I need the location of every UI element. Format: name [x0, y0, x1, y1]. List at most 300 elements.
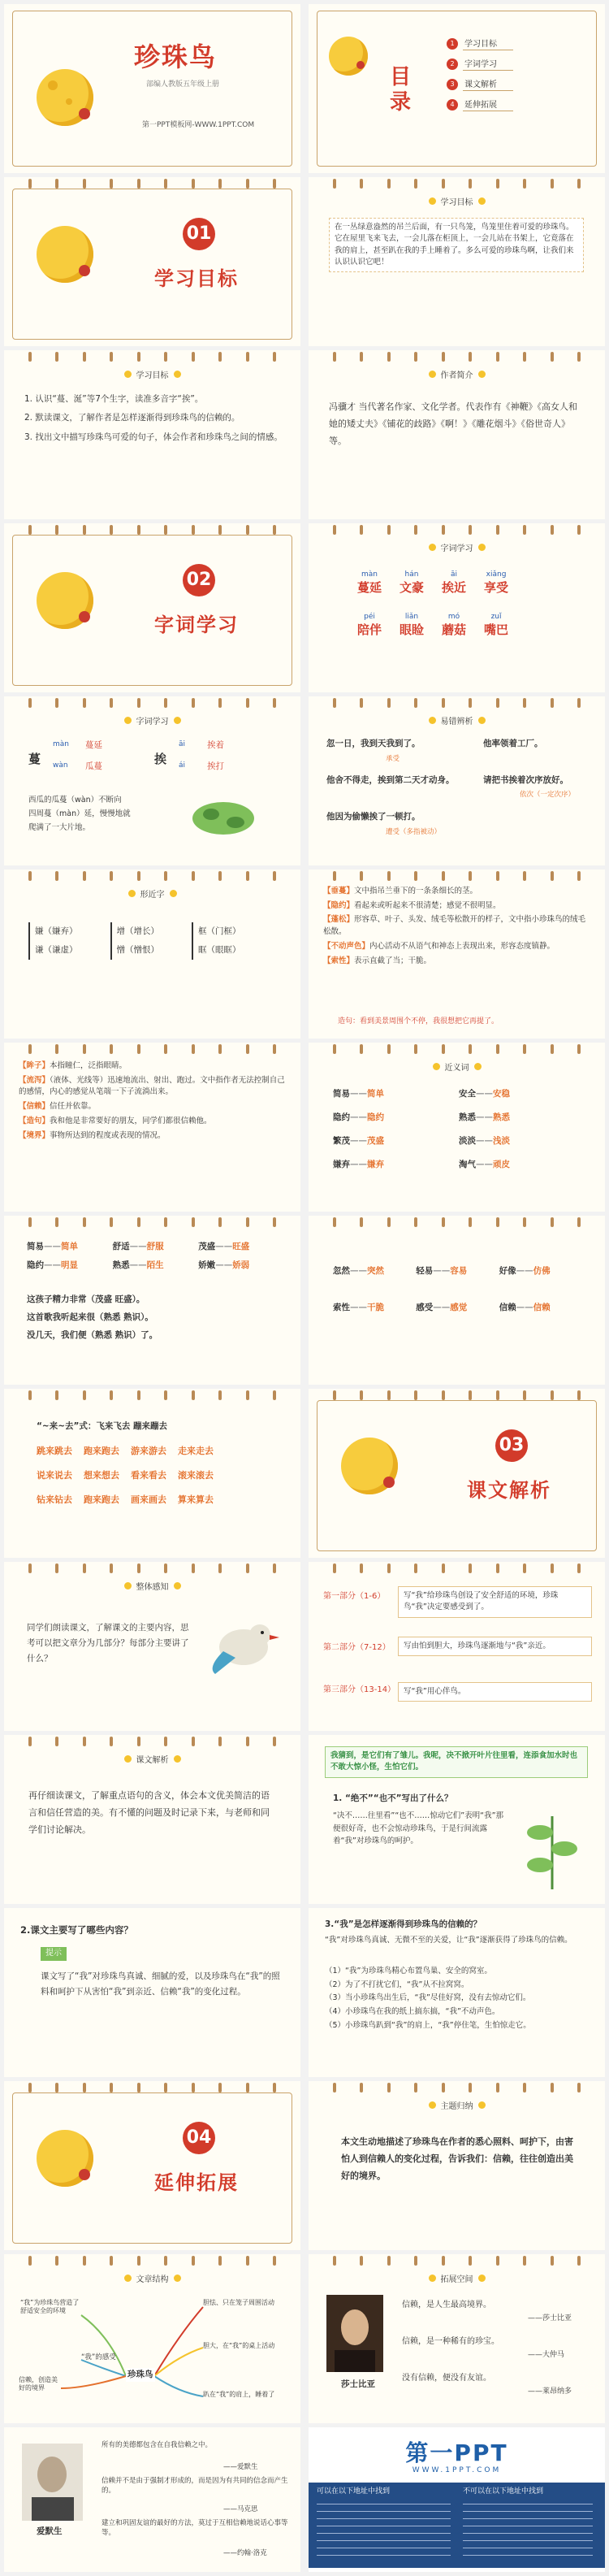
poly-pinyin: màn — [53, 740, 69, 748]
pair-word: 简易 — [333, 1089, 350, 1099]
abab-word: 算来算去 — [178, 1494, 214, 1505]
word-pair — [459, 1134, 585, 1147]
abab-title: “~来~去”式：飞来飞去 蹦来蹦去 — [37, 1421, 168, 1431]
word-text: 享受 — [484, 580, 509, 595]
slide-question3 — [309, 1908, 605, 2077]
cover-title: 珍珠鸟 — [134, 41, 218, 72]
pair-dash: —— — [350, 1112, 367, 1122]
word-item — [442, 570, 466, 596]
toc-label: 延伸拓展 — [463, 98, 513, 111]
mindmap-center: 珍珠鸟 — [126, 2368, 155, 2382]
section-number: 03 — [495, 1429, 528, 1462]
toc-label: 学习目标 — [463, 37, 513, 50]
cover-subtitle: 部编人教版五年级上册 — [146, 80, 220, 89]
explain-value: 表示直截了当；干脆。 — [354, 956, 432, 965]
hard-sentence: 请把书挨着次序放好。 — [483, 775, 568, 785]
slide-explain2 — [4, 1043, 300, 1212]
abab-word: 游来游去 — [131, 1446, 166, 1456]
pair-word: 隐约 — [333, 1112, 350, 1122]
explain-value: 内心活动不从语气和神态上表现出来，形容态度镇静。 — [369, 941, 555, 951]
word-pair — [113, 1259, 199, 1271]
toc-bullet: 2 — [447, 59, 458, 70]
pair-match: 干脆 — [367, 1303, 384, 1312]
bird-illustration — [203, 1611, 280, 1680]
similar-word: 憎（憎恨） — [116, 945, 159, 956]
pair-dash: —— — [129, 1242, 147, 1251]
pair-dash: —— — [516, 1266, 533, 1276]
pair-word: 信赖 — [499, 1303, 516, 1312]
pair-match: 简单 — [367, 1089, 384, 1099]
section-title: 字词学习 — [154, 614, 239, 636]
slide-goals — [4, 350, 300, 519]
slide-heading: 文章结构 — [136, 2275, 169, 2284]
slide-sec2 — [4, 523, 300, 692]
theme-text: 本文生动地描述了珍珠鸟在作者的悉心照料、呵护下，由害怕人到信赖人的变化过程，告诉我们：信赖，往往创造出美好的境界。 — [341, 2136, 573, 2181]
abab-word: 滚来滚去 — [178, 1470, 214, 1481]
goal-item: 1. 认识“蔓、涎”等7个生字，读准多音字“挨”。 — [24, 394, 204, 404]
word-item — [400, 613, 424, 638]
similar-pair — [28, 922, 78, 960]
slide-similar — [4, 870, 300, 1039]
promo-right-title: 不可以在以下地址中找到 — [463, 2487, 544, 2496]
pair-match: 旺盛 — [232, 1242, 250, 1251]
similar-word: 眶（眼眶） — [198, 945, 241, 956]
question-quote: 我猜到，是它们有了雏儿。我呢，决不掀开叶片往里看，连添食加水时也不敢大惊小怪，生怕它们。 — [325, 1746, 588, 1778]
mindmap-node: 趴在“我”的肩上，睡着了 — [203, 2391, 275, 2398]
toc-item[interactable] — [447, 57, 513, 71]
word-text: 嘴巴 — [484, 622, 509, 637]
hard-sentence: 他率领着工厂。 — [483, 739, 543, 748]
slide-heading: 字词学习 — [440, 544, 473, 553]
moon-illustration — [341, 1438, 398, 1494]
explain-item — [323, 886, 591, 898]
word-pinyin: hán — [404, 570, 419, 579]
author-text: 冯骥才 当代著名作家、文化学者。代表作有《神鞭》《高女人和她的矮丈夫》《铺花的歧路》《啊！》《雕花烟斗》《俗世奇人》等。 — [329, 401, 577, 446]
word-item — [357, 613, 382, 638]
abab-row — [37, 1468, 214, 1481]
word-pinyin: liǎn — [404, 613, 419, 621]
toc-label: 课文解析 — [463, 77, 513, 91]
explain-value: 本指瞳仁，泛指眼睛。 — [50, 1061, 127, 1070]
explain-item — [19, 1101, 287, 1113]
pair-dash: —— — [215, 1260, 233, 1270]
hard-tag: 依次（一定次序） — [520, 791, 576, 799]
abab-row — [37, 1493, 214, 1506]
answer-text: 课文写了“我”对珍珠鸟真诚、细腻的爱，以及珍珠鸟在“我”的照料和呵护下从害怕“我”到亲近、信赖“我”的变化过程。 — [41, 1971, 280, 1997]
word-pair — [198, 1240, 284, 1252]
word-pair — [459, 1158, 585, 1170]
word-pair — [333, 1301, 416, 1313]
pair-dash: —— — [350, 1160, 367, 1169]
word-pair — [499, 1301, 582, 1313]
poly-note: 西瓜的瓜蔓（wàn）不断向 — [28, 796, 122, 804]
pair-match: 容易 — [450, 1266, 468, 1276]
moon-illustration — [37, 226, 93, 283]
slide-heading: 课文解析 — [136, 1756, 169, 1765]
slide-analysis — [4, 1735, 300, 1904]
pair-dash: —— — [433, 1303, 451, 1312]
explain-item — [19, 1060, 287, 1073]
abab-row — [37, 1444, 214, 1457]
quote-text: 建立和巩固友谊的最好的方法，莫过于互相信赖地说话心事等等。 — [102, 2519, 288, 2538]
section-number: 01 — [183, 218, 215, 250]
explain-item — [19, 1130, 287, 1143]
pair-match: 安稳 — [493, 1089, 510, 1099]
toc-item[interactable] — [447, 77, 513, 91]
explain-item — [323, 956, 591, 968]
explain-value: 文中指吊兰垂下的一条条细长的茎。 — [354, 887, 478, 896]
explain-key: 【境界】 — [19, 1130, 50, 1140]
pair-match: 隐约 — [367, 1112, 384, 1122]
hard-sentence: 忽一日，我到天我到了。 — [326, 739, 421, 748]
portrait-shakespeare — [326, 2295, 383, 2372]
pair-match: 顽皮 — [493, 1160, 510, 1169]
quote-author: ——莱昂纳多 — [528, 2387, 572, 2396]
pair-word: 舒适 — [112, 1242, 130, 1251]
pair-dash: —— — [350, 1136, 367, 1146]
explain-value: 看起来或听起来不很清楚；感觉不很明显。 — [354, 900, 501, 910]
portrait-name: 莎士比亚 — [341, 2379, 375, 2389]
answer-item: （5）小珍珠鸟趴到“我”的肩上，“我”停住笔，生怕惊走它。 — [325, 2020, 531, 2030]
word-pair — [459, 1087, 585, 1099]
slide-toc — [309, 4, 605, 173]
abab-word: 想来想去 — [84, 1470, 119, 1481]
slide-heading: 拓展空间 — [440, 2275, 473, 2284]
words-row — [357, 570, 508, 596]
pair-match: 信赖 — [533, 1303, 551, 1312]
word-pair — [333, 1158, 459, 1170]
word-item — [357, 570, 382, 596]
slide-words — [309, 523, 605, 692]
pair-match: 陌生 — [146, 1260, 164, 1270]
section-number: 04 — [183, 2122, 215, 2154]
slide-word-pairs-2 — [309, 1216, 605, 1385]
word-text: 蘑菇 — [442, 622, 467, 637]
toc-bullet: 4 — [447, 99, 458, 111]
explain-value: （液体、光线等）迅速地流出、射出、跑过。文中指作者无法控制自己的感情，内心的感觉从笔端一下子流淌出来。 — [19, 1075, 285, 1097]
abab-grid — [37, 1444, 214, 1517]
quote-author: ——约翰·洛克 — [223, 2549, 267, 2557]
promo-link-list — [463, 2504, 593, 2561]
promo-logo: 第一PPT — [405, 2439, 508, 2466]
pair-match: 感觉 — [450, 1303, 468, 1312]
goal-item: 3. 找出文中描写珍珠鸟可爱的句子，体会作者和珍珠鸟之间的情感。 — [24, 432, 283, 442]
goals-list — [24, 392, 284, 449]
slide-heading: 近义词 — [444, 1064, 469, 1073]
toc-item[interactable] — [447, 98, 513, 111]
word-item — [484, 613, 508, 638]
slide-sec1 — [4, 177, 300, 346]
slide-heading: 字词学习 — [136, 718, 169, 726]
pair-dash: —— — [129, 1260, 147, 1270]
pair-dash: —— — [215, 1242, 233, 1251]
section-title: 学习目标 — [154, 267, 239, 290]
pair-word: 安全 — [459, 1089, 476, 1099]
toc-item[interactable] — [447, 37, 513, 50]
hard-tag: 承受 — [386, 755, 400, 763]
slide-question1 — [309, 1735, 605, 1904]
quote-text: 信赖，是一种稀有的珍宝。 — [402, 2337, 499, 2346]
word-pair — [113, 1240, 199, 1252]
hard-sentence: 他因为偷懒挨了一顿打。 — [326, 812, 421, 822]
toc-bullet: 1 — [447, 38, 458, 50]
word-item — [400, 570, 424, 596]
pair-word: 轻易 — [416, 1266, 434, 1276]
explain-key: 【隐约】 — [323, 900, 355, 910]
word-pinyin: mó — [447, 613, 460, 621]
pair-match: 突然 — [367, 1266, 384, 1276]
pair-sentence: 没几天，我们便（熟悉 熟识）了。 — [27, 1330, 158, 1340]
pair-dash: —— — [44, 1260, 61, 1270]
toc-label: 字词学习 — [463, 57, 513, 71]
moon-illustration — [37, 572, 93, 629]
mindmap-node: 胆怯、只在笼子周围活动 — [203, 2299, 274, 2306]
slide-heading: 整体感知 — [136, 1583, 169, 1592]
pair-word: 繁茂 — [333, 1136, 350, 1146]
explain-value: 我和他是非常要好的朋友，同学们都很信赖他。 — [50, 1116, 212, 1125]
pair-dash: —— — [433, 1266, 451, 1276]
word-pair — [198, 1259, 284, 1271]
pair-list — [333, 1264, 585, 1313]
slide-sec4 — [4, 2081, 300, 2250]
portrait-name: 爱默生 — [37, 2526, 63, 2536]
goal-item: 2. 默读课文，了解作者是怎样逐渐得到珍珠鸟的信赖的。 — [24, 413, 240, 423]
quote-text: 没有信赖，便没有友谊。 — [402, 2374, 491, 2383]
pair-dash: —— — [476, 1089, 493, 1099]
similar-pair — [192, 922, 241, 960]
section-title: 延伸拓展 — [154, 2171, 239, 2194]
explain-item — [19, 1075, 287, 1099]
quote-text: 信赖并不是由于强制才形成的，而是因为有共同的信念而产生的。 — [102, 2477, 288, 2496]
explain-item — [19, 1116, 287, 1128]
plant-illustration — [520, 1800, 585, 1889]
question-title: 3.“我”是怎样逐渐得到珍珠鸟的信赖的？ — [325, 1919, 482, 1929]
pair-word: 淘气 — [459, 1160, 476, 1169]
part-text: 写“我”用心伴鸟。 — [398, 1682, 592, 1702]
word-pair — [27, 1259, 113, 1271]
question-text: 1. “绝不”“也不”写出了什么？ — [333, 1793, 453, 1803]
abab-word: 走来走去 — [178, 1446, 214, 1456]
toc-title: 目录 — [390, 65, 412, 115]
word-pair — [459, 1111, 585, 1123]
pair-sentence: 这孩子精力非常（茂盛 旺盛）。 — [27, 1295, 145, 1304]
word-text: 蔓延 — [357, 580, 382, 595]
word-pair — [416, 1264, 499, 1277]
slide-overview — [4, 1562, 300, 1731]
pair-match: 明显 — [61, 1260, 78, 1270]
poly-note: 四周蔓（màn）延，慢慢地就 — [28, 809, 131, 818]
explain-key: 【眸子】 — [19, 1061, 50, 1070]
poly-word: 蔓延 — [85, 740, 102, 750]
explain-key: 【造句】 — [19, 1116, 50, 1125]
word-pair — [416, 1301, 499, 1313]
pair-word: 感受 — [416, 1303, 434, 1312]
word-item — [484, 570, 508, 596]
quote-text: 所有的美德都包含在自我信赖之中。 — [102, 2441, 213, 2449]
overview-text: 同学们朗读课文，了解课文的主要内容，思考可以把文章分为几部分？每部分主要讲了什么？ — [27, 1623, 189, 1663]
slide-synonyms — [309, 1043, 605, 1212]
slide-heading: 学习目标 — [440, 198, 473, 207]
abab-word: 画来画去 — [131, 1494, 166, 1505]
answer-item: （2）为了不打扰它们，“我”从不拉窝窝。 — [325, 1980, 469, 1989]
toc-list — [447, 37, 513, 118]
word-pinyin: xiǎng — [486, 570, 507, 579]
slide-heading: 易错辨析 — [440, 718, 473, 726]
word-pinyin: màn — [361, 570, 378, 579]
moon-illustration — [37, 69, 93, 126]
tip-badge: 提示 — [41, 1947, 67, 1961]
slide-structure — [4, 2254, 300, 2423]
explain-key: 【流泻】 — [19, 1075, 50, 1085]
word-text: 挨近 — [442, 580, 467, 595]
slide-sec3 — [309, 1389, 605, 1558]
word-pinyin: āi — [451, 570, 458, 579]
slide-extension — [309, 2254, 605, 2423]
hard-sentence: 他舍不得走，挨到第二天才动身。 — [326, 775, 455, 785]
similar-word: 增（增长） — [116, 926, 159, 936]
answer-item: （1）“我”为珍珠鸟精心布置鸟巢、安全的窝室。 — [325, 1967, 492, 1975]
explain-value: 信任并依靠。 — [50, 1102, 97, 1112]
answer-list — [325, 1965, 585, 2032]
mindmap-node: “我”的感受 — [81, 2353, 116, 2361]
word-pair — [333, 1111, 459, 1123]
pair-word: 熟悉 — [459, 1112, 476, 1122]
slide-heading: 形近字 — [140, 891, 165, 900]
pair-word: 茂盛 — [198, 1242, 216, 1251]
pair-word: 隐约 — [27, 1260, 44, 1270]
explain-list — [19, 1060, 287, 1144]
intro-text: 在一丛绿意盎然的吊兰后面，有一只鸟笼，鸟笼里住着可爱的珍珠鸟。它在屋里飞来飞去，一会儿落在柜顶上，一会儿站在书架上，它竟落在我的肩上，甚至趴在我的手上睡着了。多么可爱的珍珠鸟啊，让我们来认识认识它吧！ — [329, 218, 584, 272]
poly-char: 蔓 — [28, 752, 41, 766]
pair-dash: —— — [350, 1266, 367, 1276]
explain-key: 【索性】 — [323, 956, 355, 965]
explain-key: 【不动声色】 — [323, 941, 370, 951]
poly-char: 挨 — [154, 752, 167, 766]
slide-goal-intro — [309, 177, 605, 346]
promo-left-title: 可以在以下地址中找到 — [317, 2487, 391, 2496]
slide-parts — [309, 1562, 605, 1731]
slide-heading: 学习目标 — [136, 371, 169, 380]
abab-word: 钻来钻去 — [37, 1494, 72, 1505]
explain-item — [323, 914, 591, 938]
slide-confusing — [309, 696, 605, 865]
explain-value: 形容草、叶子、头发、绒毛等松散开的样子，文中指小珍珠鸟的绒毛松散。 — [323, 915, 586, 937]
pair-dash: —— — [350, 1303, 367, 1312]
pair-word: 索性 — [333, 1303, 350, 1312]
part-label: 第三部分（13-14） — [323, 1685, 396, 1694]
question-lead: “我”对珍珠鸟真诚、无微不至的关爱，让“我”逐渐获得了珍珠鸟的信赖。 — [325, 1936, 572, 1945]
pair-dash: —— — [44, 1242, 61, 1251]
portrait-emerson — [22, 2444, 83, 2521]
pair-word: 娇嫩 — [198, 1260, 216, 1270]
pair-match: 简单 — [61, 1242, 78, 1251]
mindmap-node: 胆大，在“我”的桌上活动 — [203, 2342, 275, 2349]
abab-word: 跳来跳去 — [37, 1446, 72, 1456]
analysis-text: 再仔细读课文，了解重点语句的含义，体会本文优美简洁的语言和信任营造的美。有不懂的问题及时记录下来，与老师和同学们讨论解决。 — [28, 1790, 270, 1835]
abab-word: 跑来跑去 — [84, 1494, 119, 1505]
pair-word: 好像 — [499, 1266, 516, 1276]
words-row — [357, 613, 508, 638]
mindmap-node: 信赖，创造美好的境界 — [19, 2376, 58, 2392]
pair-dash: —— — [516, 1303, 533, 1312]
pair-match: 熟悉 — [493, 1112, 510, 1122]
poly-word: 挨打 — [207, 761, 224, 771]
poly-note: 爬满了一大片地。 — [28, 823, 91, 832]
pair-match: 茂盛 — [367, 1136, 384, 1146]
word-item — [442, 613, 466, 638]
moon-illustration — [37, 2130, 93, 2187]
explain-item — [323, 941, 591, 953]
pair-list — [27, 1240, 287, 1271]
slide-cover — [4, 4, 300, 173]
poly-pinyin: wàn — [53, 761, 68, 770]
hard-tag: 遭受（多指被动） — [386, 828, 442, 836]
pair-word: 简易 — [27, 1242, 44, 1251]
pair-match: 浅淡 — [493, 1136, 510, 1146]
quote-author: ——爱默生 — [223, 2463, 258, 2471]
pair-dash: —— — [476, 1136, 493, 1146]
word-text: 文豪 — [400, 580, 425, 595]
pair-match: 仿佛 — [533, 1266, 551, 1276]
part-label: 第二部分（7-12） — [323, 1643, 391, 1652]
explain-key: 【信赖】 — [19, 1102, 50, 1112]
explain-example: 造句：看到美景周围个不停，我很想把它再提了。 — [338, 1017, 499, 1026]
similar-word: 框（门框） — [198, 926, 241, 936]
similar-word: 谦（谦虚） — [35, 945, 78, 956]
word-pair — [499, 1264, 582, 1277]
quote-author: ——马克思 — [223, 2505, 258, 2513]
slide-theme — [309, 2081, 605, 2250]
synonym-list — [333, 1087, 585, 1170]
quote-author: ——莎士比亚 — [528, 2314, 572, 2322]
promo-url: WWW.1PPT.COM — [412, 2466, 502, 2474]
poly-word: 挨着 — [207, 740, 224, 750]
word-pair — [333, 1134, 459, 1147]
pair-match: 娇弱 — [232, 1260, 250, 1270]
explain-key: 【垂蔓】 — [323, 887, 355, 896]
quote-author: ——大仲马 — [528, 2351, 565, 2359]
pair-dash: —— — [476, 1160, 493, 1169]
word-pinyin: péi — [364, 613, 375, 621]
slide-explain — [309, 870, 605, 1039]
word-text: 眼睑 — [400, 622, 425, 637]
pair-word: 熟悉 — [112, 1260, 130, 1270]
promo-link-list — [317, 2504, 451, 2561]
pair-dash: —— — [350, 1089, 367, 1099]
similar-word: 嫌（嫌弃） — [35, 926, 78, 936]
melon-vine-illustration — [187, 790, 260, 839]
similar-pair — [110, 922, 160, 960]
slide-polyphone — [4, 696, 300, 865]
slide-author — [309, 350, 605, 519]
slide-heading: 主题归纳 — [440, 2102, 473, 2111]
pair-dash: —— — [476, 1112, 493, 1122]
answer-item: （4）小珍珠鸟在我的纸上搞东搞，“我”不动声色。 — [325, 2006, 500, 2016]
moon-small — [329, 37, 368, 76]
pair-word: 嫌弃 — [333, 1160, 350, 1169]
explain-value: 事物所达到的程度或表现的情况。 — [50, 1130, 166, 1140]
slide-question2 — [4, 1908, 300, 2077]
abab-word: 跑来跑去 — [84, 1446, 119, 1456]
word-pinyin: zuǐ — [490, 613, 502, 621]
part-text: 写“我”给珍珠鸟创设了安全舒适的环境，珍珠鸟“我”决定要感受到了。 — [398, 1586, 592, 1618]
promo-panel — [309, 2483, 605, 2568]
part-label: 第一部分（1-6） — [323, 1592, 386, 1601]
similar-list — [28, 922, 241, 960]
word-pair — [27, 1240, 113, 1252]
poly-pinyin: ái — [179, 761, 186, 770]
slide-abab — [4, 1389, 300, 1558]
